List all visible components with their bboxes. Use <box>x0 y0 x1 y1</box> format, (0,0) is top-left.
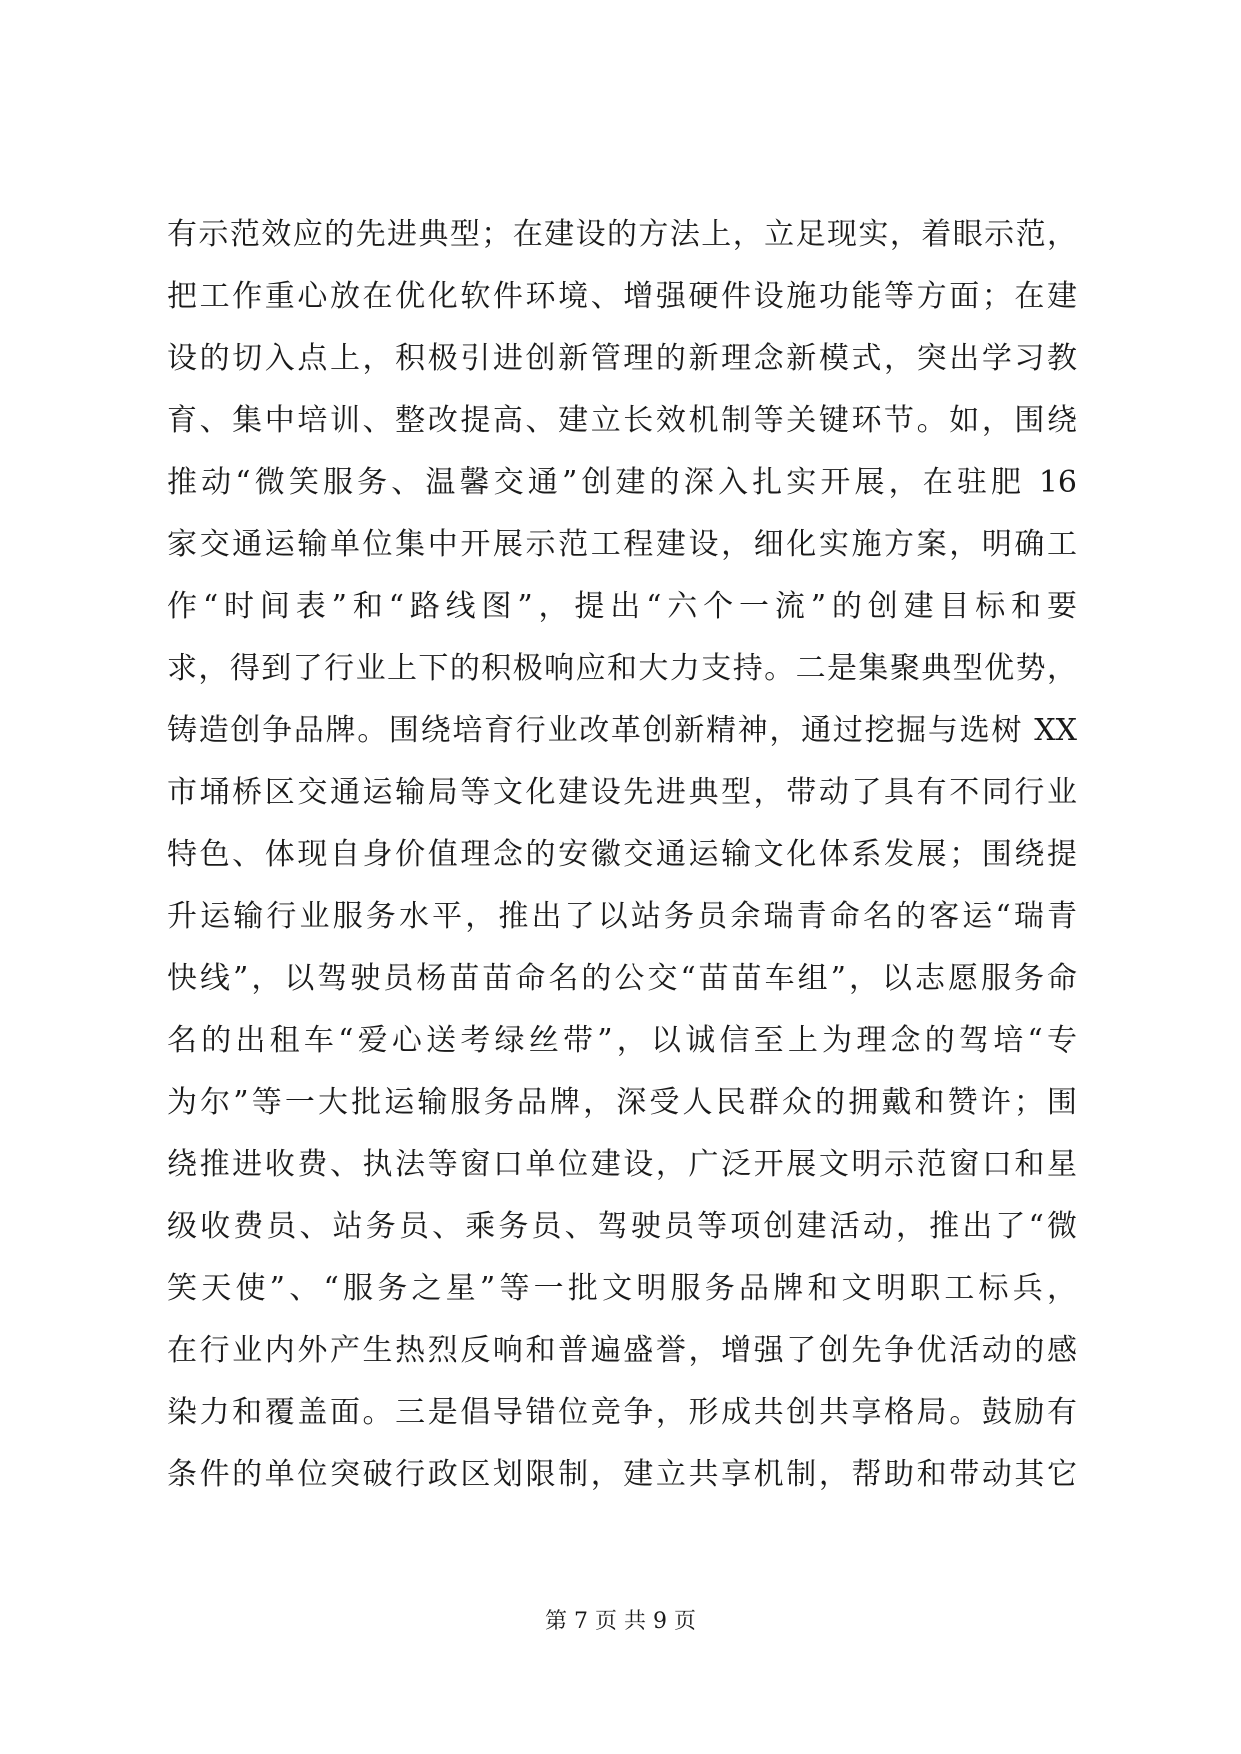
text-line: 特色、体现自身价值理念的安徽交通运输文化体系发展；围绕提 <box>167 837 1077 872</box>
text-line: 在行业内外产生热烈反响和普遍盛誉，增强了创先争优活动的感 <box>167 1333 1077 1368</box>
text-line: 求，得到了行业上下的积极响应和大力支持。二是集聚典型优势， <box>167 651 1077 686</box>
text-line: 铸造创争品牌。围绕培育行业改革创新精神，通过挖掘与选树 XX <box>167 713 1077 748</box>
text-line: 级收费员、站务员、乘务员、驾驶员等项创建活动，推出了“微 <box>167 1209 1077 1244</box>
text-line: 推动“微笑服务、温馨交通”创建的深入扎实开展，在驻肥 16 <box>167 465 1077 500</box>
text-line: 为尔”等一大批运输服务品牌，深受人民群众的拥戴和赞许；围 <box>167 1085 1077 1120</box>
text-line: 市埇桥区交通运输局等文化建设先进典型，带动了具有不同行业 <box>167 775 1077 810</box>
text-line: 染力和覆盖面。三是倡导错位竞争，形成共创共享格局。鼓励有 <box>167 1395 1077 1430</box>
text-line: 条件的单位突破行政区划限制，建立共享机制，帮助和带动其它 <box>167 1457 1077 1492</box>
text-line: 家交通运输单位集中开展示范工程建设，细化实施方案，明确工 <box>167 527 1077 562</box>
text-line: 快线”，以驾驶员杨苗苗命名的公交“苗苗车组”，以志愿服务命 <box>167 961 1077 996</box>
text-line: 设的切入点上，积极引进创新管理的新理念新模式，突出学习教 <box>167 341 1077 376</box>
text-line: 笑天使”、“服务之星”等一批文明服务品牌和文明职工标兵， <box>167 1271 1077 1306</box>
text-line: 升运输行业服务水平，推出了以站务员余瑞青命名的客运“瑞青 <box>167 899 1077 934</box>
text-line: 育、集中培训、整改提高、建立长效机制等关键环节。如，围绕 <box>167 403 1077 438</box>
text-line: 名的出租车“爱心送考绿丝带”，以诚信至上为理念的驾培“专 <box>167 1023 1077 1058</box>
text-line: 作“时间表”和“路线图”，提出“六个一流”的创建目标和要 <box>167 589 1077 624</box>
text-line: 把工作重心放在优化软件环境、增强硬件设施功能等方面；在建 <box>167 279 1077 314</box>
text-line: 绕推进收费、执法等窗口单位建设，广泛开展文明示范窗口和星 <box>167 1147 1077 1182</box>
page-footer: 第 7 页 共 9 页 <box>545 1609 696 1634</box>
text-line: 有示范效应的先进典型；在建设的方法上，立足现实，着眼示范， <box>167 217 1077 252</box>
body-text <box>167 204 1077 1506</box>
